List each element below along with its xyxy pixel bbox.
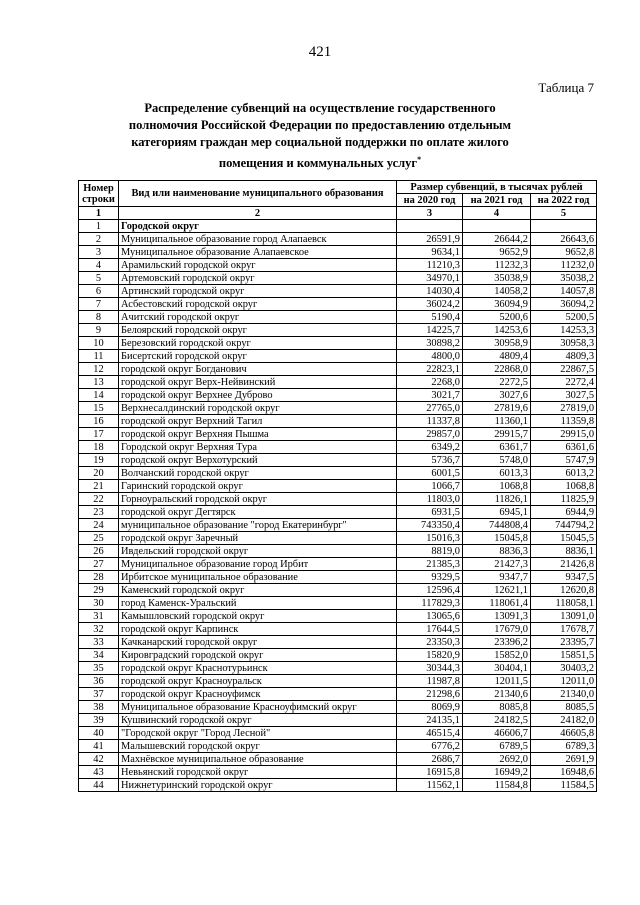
amount-2021: 27819,6	[463, 402, 531, 415]
amount-2020: 11987,8	[397, 675, 463, 688]
amount-2022: 30958,3	[531, 337, 597, 350]
municipality-name: городской округ Краснотурьинск	[119, 662, 397, 675]
amount-2022: 23395,7	[531, 636, 597, 649]
amount-2022: 6013,2	[531, 467, 597, 480]
table-row	[79, 233, 597, 246]
amount-2020: 117829,3	[397, 597, 463, 610]
empty-cell	[463, 220, 531, 233]
municipality-name: Муниципальное образование город Ирбит	[119, 558, 397, 571]
amount-2020: 6776,2	[397, 740, 463, 753]
amount-2022: 12620,8	[531, 584, 597, 597]
table-row	[79, 298, 597, 311]
amount-2021: 24182,5	[463, 714, 531, 727]
row-number: 15	[79, 402, 119, 415]
table-row	[79, 675, 597, 688]
amount-2022: 8836,1	[531, 545, 597, 558]
row-number: 21	[79, 480, 119, 493]
amount-2021: 8085,8	[463, 701, 531, 714]
group-name: Городской округ	[119, 220, 397, 233]
table-row	[79, 766, 597, 779]
row-number: 13	[79, 376, 119, 389]
amount-2022: 22867,5	[531, 363, 597, 376]
header-row-top	[79, 181, 597, 194]
municipality-name: Малышевский городской округ	[119, 740, 397, 753]
amount-2021: 14253,6	[463, 324, 531, 337]
amount-2020: 27765,0	[397, 402, 463, 415]
amount-2022: 1068,8	[531, 480, 597, 493]
municipality-name: Камышловский городской округ	[119, 610, 397, 623]
municipality-name: Махнёвское муниципальное образование	[119, 753, 397, 766]
header-row-number: Номер строки	[79, 181, 119, 207]
row-number: 27	[79, 558, 119, 571]
table-label: Таблица 7	[538, 80, 594, 95]
row-number: 37	[79, 688, 119, 701]
amount-2020: 14030,4	[397, 285, 463, 298]
municipality-name: город Каменск-Уральский	[119, 597, 397, 610]
table-row	[79, 701, 597, 714]
amount-2021: 22868,0	[463, 363, 531, 376]
amount-2022: 11232,0	[531, 259, 597, 272]
document-title	[120, 100, 520, 172]
row-number: 43	[79, 766, 119, 779]
table-row	[79, 428, 597, 441]
municipality-name: Невьянский городской округ	[119, 766, 397, 779]
municipality-name: муниципальное образование "город Екатеринбург"	[119, 519, 397, 532]
table-row	[79, 506, 597, 519]
amount-2021: 9652,9	[463, 246, 531, 259]
header-year-2020: на 2020 год	[397, 194, 463, 207]
municipality-name: Кировградский городской округ	[119, 649, 397, 662]
row-number: 17	[79, 428, 119, 441]
amount-2020: 3021,7	[397, 389, 463, 402]
municipality-name: Горноуральский городской округ	[119, 493, 397, 506]
amount-2020: 36024,2	[397, 298, 463, 311]
table-row	[79, 493, 597, 506]
municipality-name: городской округ Красноуфимск	[119, 688, 397, 701]
amount-2021: 5748,0	[463, 454, 531, 467]
amount-2022: 5747,9	[531, 454, 597, 467]
row-number: 14	[79, 389, 119, 402]
municipality-name: Гаринский городской округ	[119, 480, 397, 493]
row-number: 26	[79, 545, 119, 558]
municipality-name: Асбестовский городской округ	[119, 298, 397, 311]
row-number: 23	[79, 506, 119, 519]
row-number: 2	[79, 233, 119, 246]
row-number: 5	[79, 272, 119, 285]
amount-2022: 2272,4	[531, 376, 597, 389]
amount-2020: 6001,5	[397, 467, 463, 480]
row-number: 4	[79, 259, 119, 272]
amount-2022: 14057,8	[531, 285, 597, 298]
amount-2022: 4809,3	[531, 350, 597, 363]
amount-2020: 21385,3	[397, 558, 463, 571]
row-number: 16	[79, 415, 119, 428]
amount-2022: 6944,9	[531, 506, 597, 519]
table-row	[79, 350, 597, 363]
amount-2022: 16948,6	[531, 766, 597, 779]
amount-2021: 21427,3	[463, 558, 531, 571]
amount-2022: 6789,3	[531, 740, 597, 753]
table-row	[79, 376, 597, 389]
municipality-name: Белоярский городской округ	[119, 324, 397, 337]
row-number: 36	[79, 675, 119, 688]
row-number: 42	[79, 753, 119, 766]
row-number: 28	[79, 571, 119, 584]
amount-2022: 17678,7	[531, 623, 597, 636]
municipality-name: Городской округ Верхняя Тура	[119, 441, 397, 454]
amount-2021: 29915,7	[463, 428, 531, 441]
amount-2021: 46606,7	[463, 727, 531, 740]
amount-2021: 11826,1	[463, 493, 531, 506]
table-row	[79, 740, 597, 753]
municipality-name: Ирбитское муниципальное образование	[119, 571, 397, 584]
subvention-table	[78, 180, 597, 792]
amount-2021: 3027,6	[463, 389, 531, 402]
amount-2021: 13091,3	[463, 610, 531, 623]
table-row	[79, 337, 597, 350]
row-number: 40	[79, 727, 119, 740]
amount-2020: 2686,7	[397, 753, 463, 766]
document-title-text: Распределение субвенций на осуществление государственного полномочия Российской Федерации по предоставлению отдельным категориям граждан мер социальной поддержки по оплате жилого помещения и коммунальных услуг	[128, 101, 512, 171]
amount-2022: 6361,6	[531, 441, 597, 454]
amount-2022: 12011,0	[531, 675, 597, 688]
row-number: 7	[79, 298, 119, 311]
amount-2022: 11359,8	[531, 415, 597, 428]
amount-2020: 5190,4	[397, 311, 463, 324]
amount-2021: 30404,1	[463, 662, 531, 675]
table-row	[79, 285, 597, 298]
amount-2022: 21426,8	[531, 558, 597, 571]
amount-2020: 8819,0	[397, 545, 463, 558]
header-year-2021: на 2021 год	[463, 194, 531, 207]
table-row	[79, 753, 597, 766]
row-number: 8	[79, 311, 119, 324]
amount-2021: 11232,3	[463, 259, 531, 272]
amount-2021: 744808,4	[463, 519, 531, 532]
table-row	[79, 402, 597, 415]
amount-2020: 6349,2	[397, 441, 463, 454]
municipality-name: городской округ Верхняя Пышма	[119, 428, 397, 441]
amount-2020: 743350,4	[397, 519, 463, 532]
row-number: 6	[79, 285, 119, 298]
table-row	[79, 272, 597, 285]
amount-2020: 15016,3	[397, 532, 463, 545]
amount-2020: 34970,1	[397, 272, 463, 285]
amount-2020: 26591,9	[397, 233, 463, 246]
amount-2020: 46515,4	[397, 727, 463, 740]
row-number: 1	[79, 220, 119, 233]
amount-2020: 17644,5	[397, 623, 463, 636]
amount-2022: 9652,8	[531, 246, 597, 259]
amount-2021: 26644,2	[463, 233, 531, 246]
amount-2022: 118058,1	[531, 597, 597, 610]
column-number: 3	[397, 207, 463, 220]
amount-2022: 46605,8	[531, 727, 597, 740]
amount-2020: 9329,5	[397, 571, 463, 584]
amount-2020: 11562,1	[397, 779, 463, 792]
municipality-name: Нижнетуринский городской округ	[119, 779, 397, 792]
header-year-2022: на 2022 год	[531, 194, 597, 207]
municipality-name: городской округ Верхотурский	[119, 454, 397, 467]
row-number: 19	[79, 454, 119, 467]
row-number: 25	[79, 532, 119, 545]
municipality-name: городской округ Богданович	[119, 363, 397, 376]
amount-2022: 21340,0	[531, 688, 597, 701]
row-number: 38	[79, 701, 119, 714]
row-number: 11	[79, 350, 119, 363]
municipality-name: городской округ Заречный	[119, 532, 397, 545]
table-row	[79, 597, 597, 610]
row-number: 10	[79, 337, 119, 350]
amount-2021: 16949,2	[463, 766, 531, 779]
table-row	[79, 779, 597, 792]
municipality-name: Березовский городской округ	[119, 337, 397, 350]
amount-2020: 11337,8	[397, 415, 463, 428]
amount-2020: 4800,0	[397, 350, 463, 363]
row-number: 24	[79, 519, 119, 532]
amount-2022: 26643,6	[531, 233, 597, 246]
amount-2022: 30403,2	[531, 662, 597, 675]
row-number: 44	[79, 779, 119, 792]
amount-2022: 744794,2	[531, 519, 597, 532]
empty-cell	[531, 220, 597, 233]
amount-2022: 14253,3	[531, 324, 597, 337]
table-row	[79, 714, 597, 727]
amount-2021: 30958,9	[463, 337, 531, 350]
amount-2020: 14225,7	[397, 324, 463, 337]
amount-2020: 2268,0	[397, 376, 463, 389]
municipality-name: Волчанский городской округ	[119, 467, 397, 480]
amount-2020: 21298,6	[397, 688, 463, 701]
amount-2021: 9347,7	[463, 571, 531, 584]
table-row	[79, 636, 597, 649]
municipality-name: Артинский городской округ	[119, 285, 397, 298]
municipality-name: городской округ Верх-Нейвинский	[119, 376, 397, 389]
table-row	[79, 311, 597, 324]
municipality-name: Муниципальное образование Алапаевское	[119, 246, 397, 259]
row-number: 34	[79, 649, 119, 662]
column-numbers-row	[79, 207, 597, 220]
amount-2022: 2691,9	[531, 753, 597, 766]
amount-2020: 30344,3	[397, 662, 463, 675]
header-amount-group: Размер субвенций, в тысячах рублей	[397, 181, 597, 194]
table-row	[79, 324, 597, 337]
municipality-name: Ивдельский городской округ	[119, 545, 397, 558]
column-number: 5	[531, 207, 597, 220]
row-number: 3	[79, 246, 119, 259]
municipality-name: Муниципальное образование город Алапаевск	[119, 233, 397, 246]
row-number: 35	[79, 662, 119, 675]
municipality-name: Артемовский городской округ	[119, 272, 397, 285]
table-row	[79, 688, 597, 701]
table-row	[79, 363, 597, 376]
amount-2020: 15820,9	[397, 649, 463, 662]
amount-2021: 15852,0	[463, 649, 531, 662]
amount-2022: 5200,5	[531, 311, 597, 324]
municipality-name: городской округ Верхний Тагил	[119, 415, 397, 428]
table-row	[79, 623, 597, 636]
amount-2021: 14058,2	[463, 285, 531, 298]
table-row	[79, 441, 597, 454]
amount-2022: 3027,5	[531, 389, 597, 402]
amount-2020: 16915,8	[397, 766, 463, 779]
amount-2021: 15045,8	[463, 532, 531, 545]
group-row	[79, 220, 597, 233]
row-number: 9	[79, 324, 119, 337]
amount-2021: 11584,8	[463, 779, 531, 792]
municipality-name: Качканарский городской округ	[119, 636, 397, 649]
amount-2021: 23396,2	[463, 636, 531, 649]
amount-2020: 11803,0	[397, 493, 463, 506]
row-number: 39	[79, 714, 119, 727]
table-row	[79, 649, 597, 662]
amount-2020: 6931,5	[397, 506, 463, 519]
amount-2021: 2692,0	[463, 753, 531, 766]
amount-2021: 12621,1	[463, 584, 531, 597]
municipality-name: Ачитский городской округ	[119, 311, 397, 324]
amount-2021: 11360,1	[463, 415, 531, 428]
municipality-name: Муниципальное образование Красноуфимский округ	[119, 701, 397, 714]
table-row	[79, 454, 597, 467]
table-body	[79, 207, 597, 792]
municipality-name: Верхнесалдинский городской округ	[119, 402, 397, 415]
column-number: 2	[119, 207, 397, 220]
table-row	[79, 558, 597, 571]
amount-2022: 15045,5	[531, 532, 597, 545]
amount-2022: 8085,5	[531, 701, 597, 714]
table-row	[79, 246, 597, 259]
empty-cell	[397, 220, 463, 233]
amount-2022: 11584,5	[531, 779, 597, 792]
table-row	[79, 259, 597, 272]
amount-2020: 13065,6	[397, 610, 463, 623]
amount-2020: 1066,7	[397, 480, 463, 493]
amount-2021: 1068,8	[463, 480, 531, 493]
table-row	[79, 662, 597, 675]
table-row	[79, 610, 597, 623]
amount-2021: 2272,5	[463, 376, 531, 389]
amount-2021: 4809,4	[463, 350, 531, 363]
amount-2021: 35038,9	[463, 272, 531, 285]
amount-2022: 9347,5	[531, 571, 597, 584]
municipality-name: "Городской округ "Город Лесной"	[119, 727, 397, 740]
amount-2020: 9634,1	[397, 246, 463, 259]
row-number: 41	[79, 740, 119, 753]
amount-2022: 27819,0	[531, 402, 597, 415]
amount-2020: 8069,9	[397, 701, 463, 714]
table-row	[79, 415, 597, 428]
municipality-name: городской округ Верхнее Дуброво	[119, 389, 397, 402]
row-number: 18	[79, 441, 119, 454]
amount-2020: 11210,3	[397, 259, 463, 272]
footnote-mark: *	[417, 155, 422, 164]
amount-2022: 13091,0	[531, 610, 597, 623]
row-number: 22	[79, 493, 119, 506]
amount-2021: 118061,4	[463, 597, 531, 610]
table-row	[79, 727, 597, 740]
amount-2021: 21340,6	[463, 688, 531, 701]
amount-2020: 22823,1	[397, 363, 463, 376]
amount-2021: 17679,0	[463, 623, 531, 636]
amount-2020: 5736,7	[397, 454, 463, 467]
row-number: 20	[79, 467, 119, 480]
column-number: 1	[79, 207, 119, 220]
amount-2020: 12596,4	[397, 584, 463, 597]
amount-2022: 36094,2	[531, 298, 597, 311]
amount-2020: 23350,3	[397, 636, 463, 649]
table-row	[79, 467, 597, 480]
amount-2021: 6361,7	[463, 441, 531, 454]
amount-2020: 24135,1	[397, 714, 463, 727]
municipality-name: городской округ Дегтярск	[119, 506, 397, 519]
amount-2020: 30898,2	[397, 337, 463, 350]
amount-2021: 5200,6	[463, 311, 531, 324]
table-row	[79, 571, 597, 584]
table-row	[79, 584, 597, 597]
amount-2022: 29915,0	[531, 428, 597, 441]
municipality-name: городской округ Красноуральск	[119, 675, 397, 688]
municipality-name: Бисертский городской округ	[119, 350, 397, 363]
municipality-name: Каменский городской округ	[119, 584, 397, 597]
header-name: Вид или наименование муниципального образования	[119, 181, 397, 207]
page-number: 421	[308, 44, 332, 60]
amount-2021: 8836,3	[463, 545, 531, 558]
table-row	[79, 545, 597, 558]
row-number: 32	[79, 623, 119, 636]
table-row	[79, 480, 597, 493]
row-number: 33	[79, 636, 119, 649]
amount-2022: 24182,0	[531, 714, 597, 727]
table-row	[79, 532, 597, 545]
amount-2021: 6789,5	[463, 740, 531, 753]
row-number: 29	[79, 584, 119, 597]
table-row	[79, 519, 597, 532]
municipality-name: Кушвинский городской округ	[119, 714, 397, 727]
amount-2021: 6013,3	[463, 467, 531, 480]
amount-2022: 15851,5	[531, 649, 597, 662]
row-number: 30	[79, 597, 119, 610]
municipality-name: городской округ Карпинск	[119, 623, 397, 636]
column-number: 4	[463, 207, 531, 220]
row-number: 12	[79, 363, 119, 376]
amount-2021: 36094,9	[463, 298, 531, 311]
municipality-name: Арамильский городской округ	[119, 259, 397, 272]
amount-2020: 29857,0	[397, 428, 463, 441]
table-row	[79, 389, 597, 402]
amount-2022: 11825,9	[531, 493, 597, 506]
amount-2021: 12011,5	[463, 675, 531, 688]
amount-2021: 6945,1	[463, 506, 531, 519]
row-number: 31	[79, 610, 119, 623]
amount-2022: 35038,2	[531, 272, 597, 285]
